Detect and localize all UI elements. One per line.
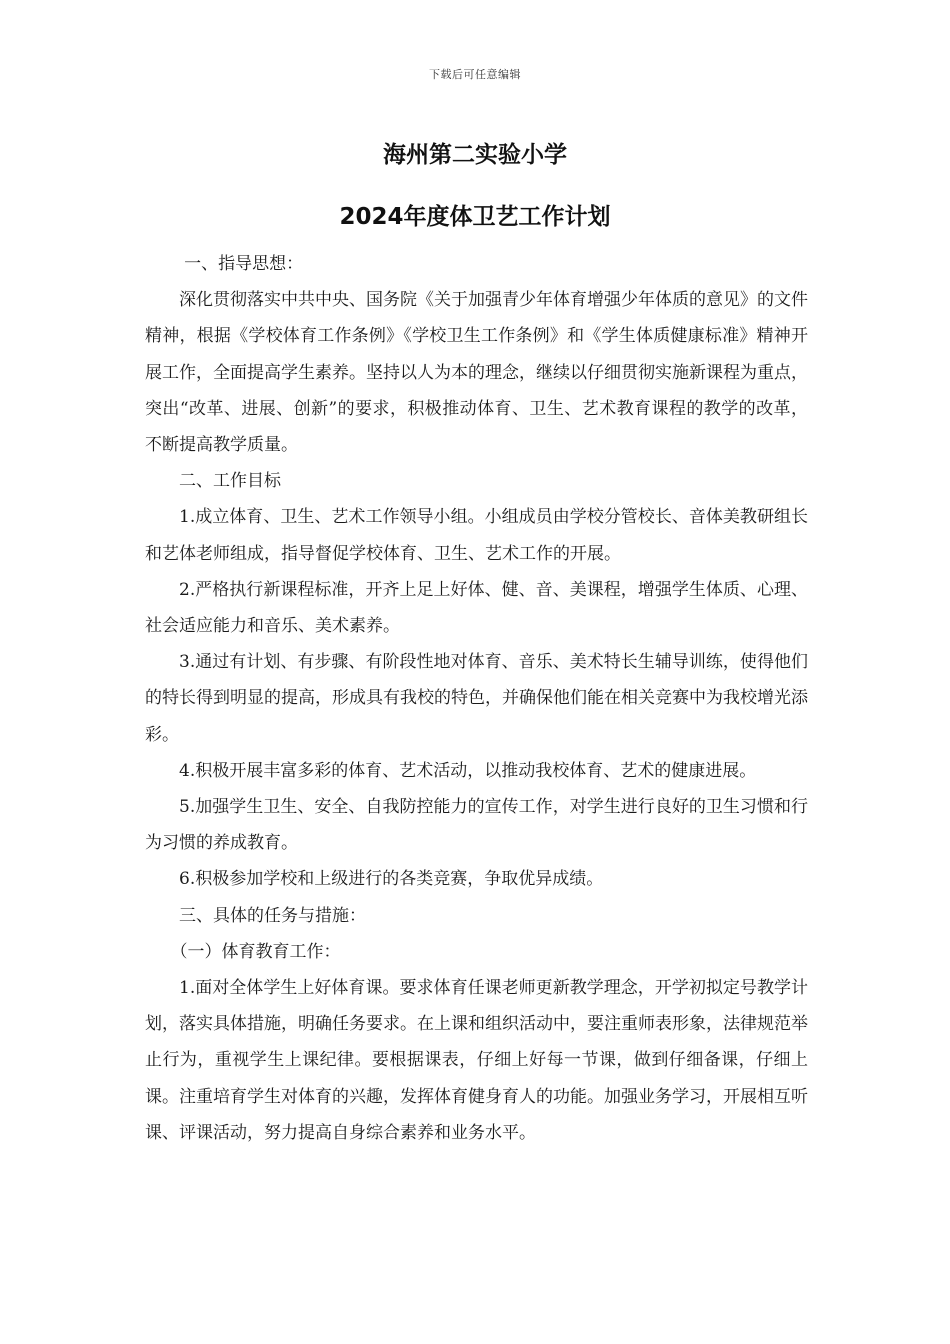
section-heading-tasks: 三、具体的任务与措施： (179, 905, 366, 926)
section-heading-guiding-ideology: 一、指导思想： (184, 254, 304, 274)
goal-item-4: 4.积极开展丰富多彩的体育、艺术活动，以推动我校体育、艺术的健康进展。 (179, 760, 757, 781)
goal-item-2: 2.严格执行新课程标准，开齐上足上好体、健、音、美课程，增强学生体质、心理、社会适应能力和音乐、美术素养。 (145, 579, 808, 637)
header-note: 下载后可任意编辑 (429, 68, 521, 81)
section-heading-work-goals: 二、工作目标 (179, 471, 281, 492)
document-title: 海州第二实验小学 (383, 142, 567, 168)
goal-item-5: 5.加强学生卫生、安全、自我防控能力的宣传工作，对学生进行良好的卫生习惯和行为习惯的养成教育。 (145, 797, 808, 854)
subsection-heading-pe: （一）体育教育工作： (170, 941, 341, 962)
paragraph-guiding-ideology: 深化贯彻落实中共中央、国务院《关于加强青少年体育增强少年体质的意见》的文件精神，根据《学校体育工作条例》《学校卫生工作条例》和《学生体质健康标准》精神开展工作，全面提高学生素养。坚持以人为本的理念，继续以仔细贯彻实施新课程为重点，突出“改革、进展、创新”的要求，积极推动体育、卫生、艺术教育课程的教学的改革，不断提高教学质量。 (145, 290, 808, 456)
goal-item-6: 6.积极参加学校和上级进行的各类竞赛，争取优异成绩。 (179, 869, 604, 890)
document-subtitle: 2024年度体卫艺工作计划 (339, 204, 611, 230)
document-body (145, 246, 808, 1151)
goal-item-3: 3.通过有计划、有步骤、有阶段性地对体育、音乐、美术特长生辅导训练，使得他们的特长得到明显的提高，形成具有我校的特色，并确保他们能在相关竞赛中为我校增光添彩。 (145, 652, 808, 745)
goal-item-1: 1.成立体育、卫生、艺术工作领导小组。小组成员由学校分管校长、音体美教研组长和艺体老师组成，指导督促学校体育、卫生、艺术工作的开展。 (145, 507, 808, 564)
pe-item-1: 1.面对全体学生上好体育课。要求体育任课老师更新教学理念，开学初拟定号教学计划，落实具体措施，明确任务要求。在上课和组织活动中，要注重师表形象，法律规范举止行为，重视学生上课纪律。要根据课表，仔细上好每一节课，做到仔细备课，仔细上课。注重培育学生对体育的兴趣，发挥体育健身育人的功能。加强业务学习，开展相互听课、评课活动，努力提高自身综合素养和业务水平。 (145, 978, 808, 1143)
